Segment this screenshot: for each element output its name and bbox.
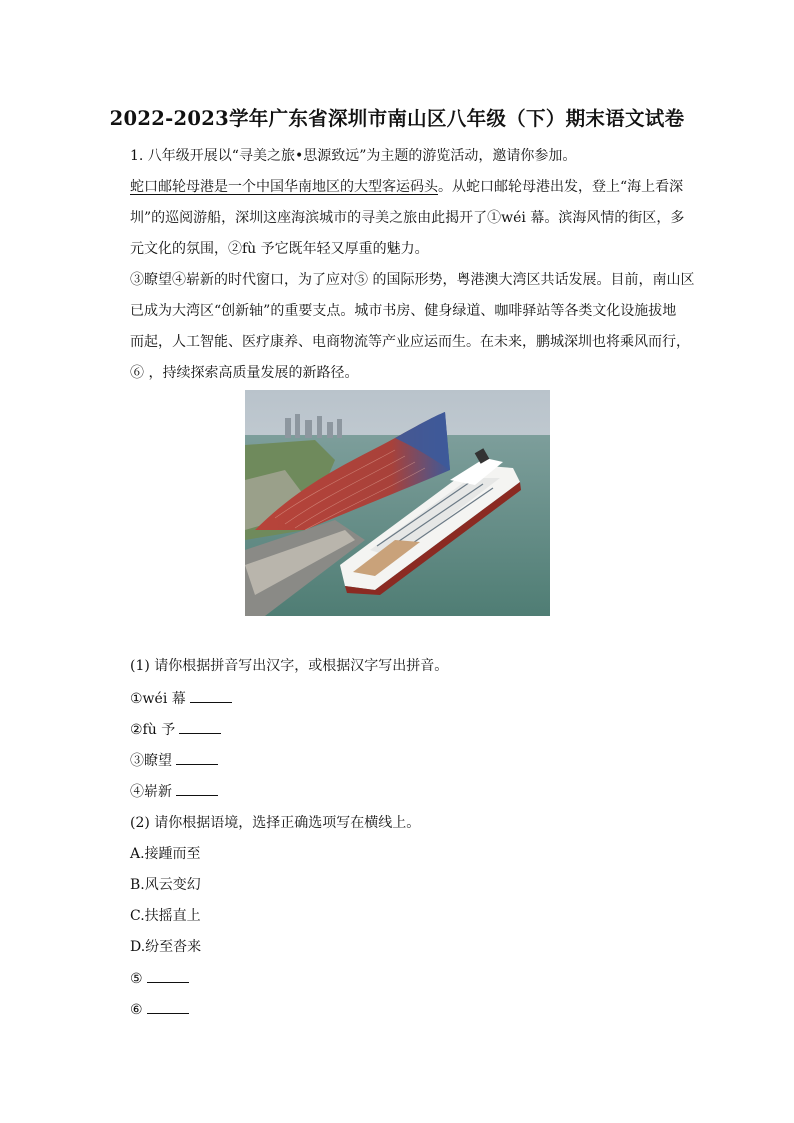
exam-title: 2022-2023学年广东省深圳市南山区八年级（下）期末语文试卷	[109, 107, 685, 130]
passage-line: 而起，人工智能、医疗康养、电商物流等产业应运而生。在未来，鹏城深圳也将乘风而行，	[130, 334, 690, 350]
answer-item: ④崭新	[130, 781, 690, 802]
passage-line: ③瞭望④崭新的时代窗口，为了应对⑤ 的国际形势，粤港澳大湾区共话发展。目前，南山区	[130, 272, 695, 288]
passage-line: 元文化的氛围，②fù 予它既年轻又厚重的魅力。	[130, 241, 429, 257]
answer-blank[interactable]	[147, 968, 189, 983]
sub-question-1: (1) 请你根据拼音写出汉字，或根据汉字写出拼音。	[130, 658, 449, 674]
option-a: A.接踵而至	[130, 846, 201, 862]
answer-item: ⑥	[130, 999, 690, 1020]
sub-question-2: (2) 请你根据语境，选择正确选项写在横线上。	[130, 815, 421, 831]
option-d: D.纷至沓来	[130, 939, 202, 955]
passage-line	[130, 177, 690, 197]
answer-item: ③瞭望	[130, 750, 690, 771]
passage-text: 。从蛇口邮轮母港出发，登上“海上看深	[438, 179, 684, 195]
answer-blank[interactable]	[176, 781, 218, 796]
underlined-text: 蛇口邮轮母港是一个中国华南地区的大型客运码头	[130, 179, 438, 195]
passage-line: ⑥ ，持续探索高质量发展的新路径。	[130, 365, 359, 381]
option-c: C.扶摇直上	[130, 908, 201, 924]
answer-item: ⑤	[130, 968, 690, 989]
cruise-terminal-photo	[245, 390, 550, 616]
answer-blank[interactable]	[147, 999, 189, 1014]
answer-blank[interactable]	[179, 719, 221, 734]
answer-item: ②fù 予	[130, 719, 690, 740]
answer-blank[interactable]	[176, 750, 218, 765]
passage-line: 圳”的巡阅游船，深圳这座海滨城市的寻美之旅由此揭开了①wéi 幕。滨海风情的街区，多	[130, 210, 685, 226]
option-b: B.风云变幻	[130, 877, 201, 893]
answer-item: ①wéi 幕	[130, 688, 690, 709]
question-1-prompt: 1. 八年级开展以“寻美之旅•思源致远”为主题的游览活动，邀请你参加。	[130, 148, 577, 164]
answer-blank[interactable]	[190, 688, 232, 703]
passage-line: 已成为大湾区“创新轴”的重要支点。城市书房、健身绿道、咖啡驿站等各类文化设施拔地	[130, 303, 677, 319]
